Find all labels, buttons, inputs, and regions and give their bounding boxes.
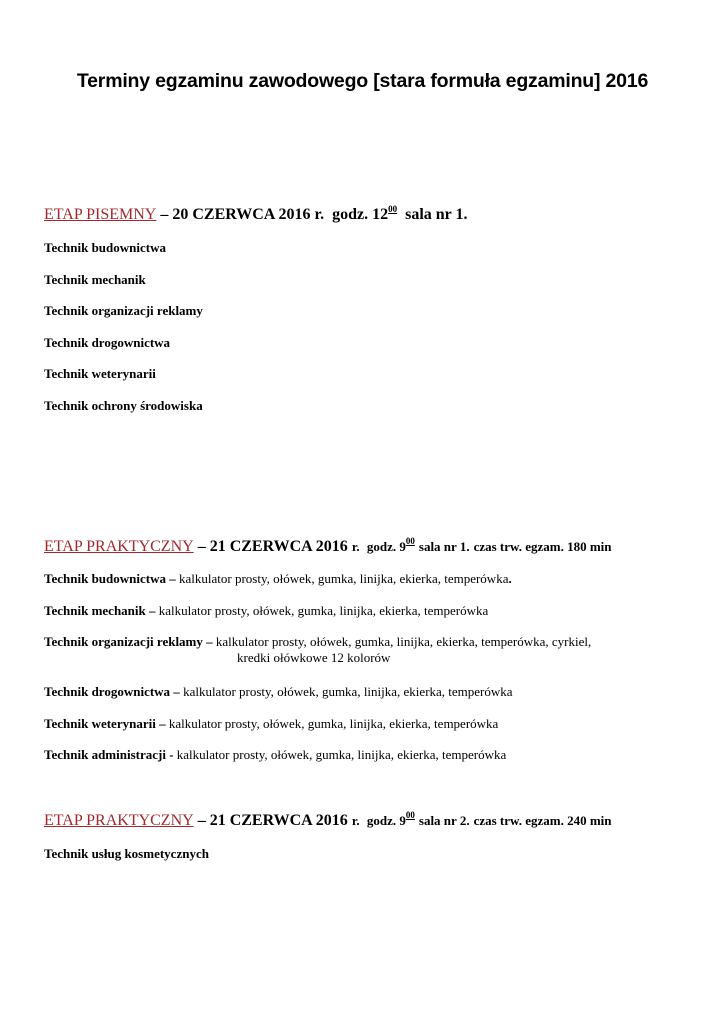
list-item: Technik weterynarii – kalkulator prosty, ołówek, gumka, linijka, ekierka, temperówka [44,716,499,731]
list-item: Technik weterynarii [44,366,156,381]
exam-hour: godz. $9^{00}$ [366,536,415,554]
list-item: Technik drogownictwa [44,335,171,350]
exam-duration: czas trw. egzam. 180 min [473,539,612,554]
exam-room: sala nr 2. [418,813,470,828]
exam-room: sala nr 1. [418,539,470,554]
list-item: Technik drogownictwa – kalkulator prosty, ołówek, gumka, linijka, ekierka, temperówka [44,684,513,699]
section-heading [44,205,705,225]
section-heading [44,811,705,831]
list-item: Technik mechanik – kalkulator prosty, ołówek, gumka, linijka, ekierka, temperówka [44,603,489,618]
section-written-exam [44,205,705,225]
exam-date-suffix: r. [351,813,360,828]
list-item: Technik organizacji reklamy [44,303,203,318]
exam-hour-minutes: 00 [388,204,398,214]
stage-label: ETAP PISEMNY [44,206,157,223]
exam-hour: godz. $9^{00}$ [366,810,415,828]
list-item: Technik budownictwa – kalkulator prosty, ołówek, gumka, linijka, ekierka, temperówka. [44,571,512,586]
exam-date: – 21 CZERWCA 2016 [197,812,348,829]
exam-hour: godz. $12^{00}$ [332,204,398,223]
exam-date: – 21 CZERWCA 2016 [197,538,348,555]
section-practical-exam-room-2 [44,811,705,831]
list-item: Technik usług kosmetycznych [44,846,209,861]
section-practical-exam-room-1 [44,537,705,557]
exam-date: – 20 CZERWCA 2016 r. [160,206,325,223]
exam-date-suffix: r. [351,539,360,554]
list-item: Technik mechanik [44,272,146,287]
stage-label: ETAP PRAKTYCZNY [44,538,194,555]
exam-duration: czas trw. egzam. 240 min [473,813,612,828]
exam-hour-minutes: 00 [405,810,415,820]
exam-hour-minutes: 00 [405,536,415,546]
section-heading [44,537,705,557]
list-item: Technik ochrony środowiska [44,398,203,413]
list-item: Technik organizacji reklamy – kalkulator prosty, ołówek, gumka, linijka, ekierka, temperówka, cyrkiel, kredki ołówkowe 12 kolorów [44,634,592,665]
exam-room: sala nr 1. [405,206,468,223]
list-item: Technik administracji - kalkulator prosty, ołówek, gumka, linijka, ekierka, temperówka [44,747,507,762]
list-item: Technik budownictwa [44,240,166,255]
page-title: Terminy egzaminu zawodowego [stara formuła egzaminu] 2016 [76,70,649,92]
stage-label: ETAP PRAKTYCZNY [44,812,194,829]
